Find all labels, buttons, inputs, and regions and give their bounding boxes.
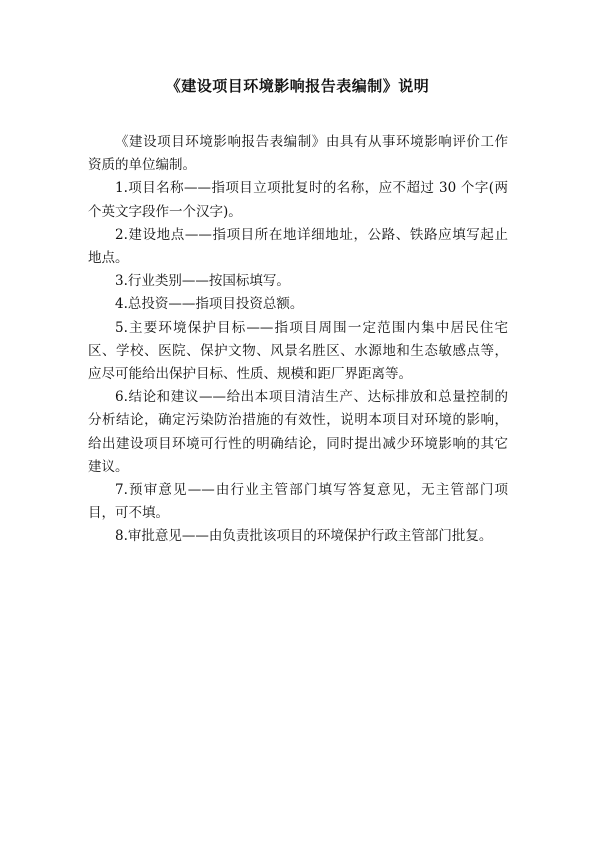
- paragraph-item-3: [88, 270, 508, 293]
- paragraph-item-2: [88, 224, 508, 270]
- paragraph-intro: [88, 131, 508, 177]
- document-body: [88, 131, 508, 549]
- paragraph-item-8: [88, 525, 508, 548]
- paragraph-line: 地点。: [88, 250, 129, 267]
- paragraph-line: 4.总投资——指项目投资总额。: [115, 296, 304, 313]
- paragraph-item-5: [88, 317, 508, 387]
- paragraph-line: 资质的单位编制。: [88, 157, 196, 174]
- paragraph-line: 分析结论，确定污染防治措施的有效性，说明本项目对环境的影响，: [88, 412, 508, 429]
- paragraph-item-4: [88, 293, 508, 316]
- paragraph-line: 3.行业类别——按国标填写。: [115, 273, 290, 290]
- paragraph-line: 《建设项目环境影响报告表编制》由具有从事环境影响评价工作: [115, 134, 508, 150]
- paragraph-item-1: [88, 177, 508, 223]
- paragraph-item-7: [88, 479, 508, 525]
- paragraph-line: 区、学校、医院、保护文物、风景名胜区、水源地和生态敏感点等，: [88, 342, 508, 359]
- document-title: 《建设项目环境影响报告表编制》说明: [165, 77, 430, 95]
- paragraph-line: 1.项目名称——指项目立项批复时的名称，应不超过 30 个字(两: [115, 180, 508, 197]
- paragraph-line: 5.主要环境保护目标——指项目周围一定范围内集中居民住宅: [115, 319, 508, 336]
- paragraph-line: 建议。: [88, 458, 129, 475]
- paragraph-line: 目，可不填。: [88, 505, 169, 522]
- paragraph-line: 8.审批意见——由负责批该项目的环境保护行政主管部门批复。: [115, 528, 493, 545]
- paragraph-line: 应尽可能给出保护目标、性质、规模和距厂界距离等。: [88, 366, 412, 383]
- paragraph-line: 2.建设地点——指项目所在地详细地址，公路、铁路应填写起止: [115, 226, 508, 243]
- paragraph-item-6: [88, 386, 508, 479]
- paragraph-line: 6.结论和建议——给出本项目清洁生产、达标排放和总量控制的: [115, 389, 508, 406]
- paragraph-line: 7.预审意见——由行业主管部门填写答复意见，无主管部门项: [115, 482, 508, 499]
- paragraph-line: 个英文字段作一个汉字)。: [88, 203, 242, 220]
- paragraph-line: 给出建设项目环境可行性的明确结论，同时提出减少环境影响的其它: [88, 435, 508, 452]
